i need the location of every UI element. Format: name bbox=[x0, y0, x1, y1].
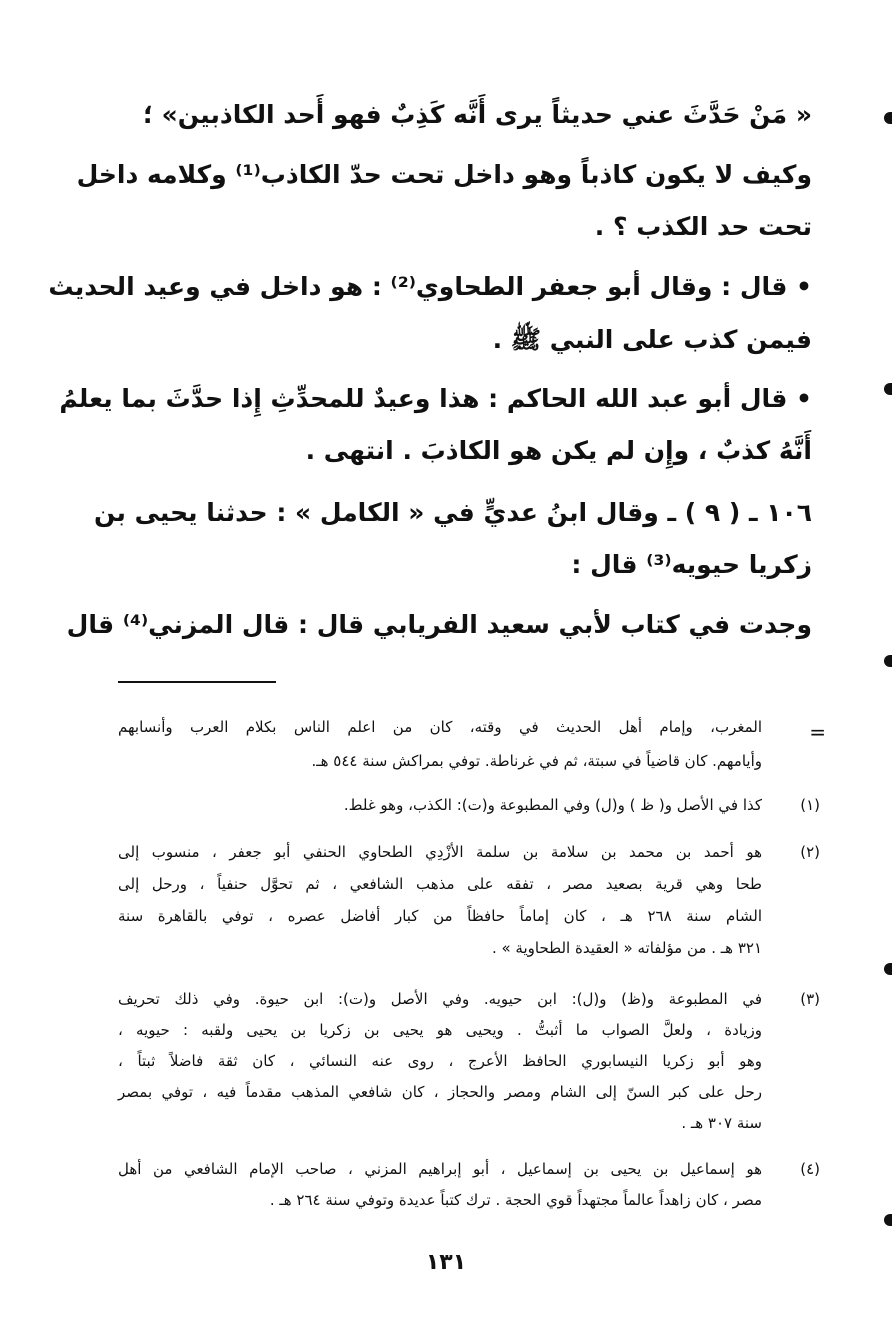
footnote-4-line-1: هو إسماعيل بن يحيى بن إسماعيل ، أبو إبراهيم المزني ، صاحب الإمام الشافعي من أهل bbox=[118, 1160, 762, 1178]
main-text-line-6: • قال أبو عبد الله الحاكم : هذا وعيدٌ للمحدِّثِ إِذا حدَّثَ بما يعلمُ bbox=[59, 384, 812, 413]
main-text-line-3: تحت حد الكذب ؟ . bbox=[594, 212, 812, 241]
page-number: ١٣١ bbox=[425, 1250, 467, 1275]
margin-mark bbox=[884, 963, 892, 975]
footnote-2-line-1: هو أحمد بن محمد بن سلامة بن سلمة الأزْدِي الطحاوي الحنفي أبو جعفر ، منسوب إلى bbox=[118, 843, 762, 861]
footnote-3-line-1: في المطبوعة و(ظ) و(ل): ابن حيويه. وفي الأصل و(ت): ابن حيوة. وفي ذلك تحريف bbox=[118, 990, 762, 1008]
footnote-separator bbox=[118, 681, 276, 683]
margin-mark bbox=[884, 655, 892, 667]
main-text-line-7: أَنَّهُ كذبٌ ، وإِن لم يكن هو الكاذبَ . انتهى . bbox=[305, 436, 812, 465]
main-text-line-5: فيمن كذب على النبي ﷺ . bbox=[492, 325, 812, 354]
footnote-2-line-3: الشام سنة ٢٦٨ هـ ، كان إماماً حافظاً من كبار أفاضل عصره ، توفي بالقاهرة سنة bbox=[118, 907, 762, 925]
footnote-2-line-2: طحا وهي قرية بصعيد مصر ، تفقه على مذهب الشافعي ، ثم تحوَّل حنفياً ، ورحل إلى bbox=[118, 875, 762, 893]
margin-mark bbox=[884, 383, 892, 395]
main-text-line-1: « مَنْ حَدَّثَ عني حديثاً يرى أَنَّه كَذِبٌ فهو أَحد الكاذبين» ؛ bbox=[142, 100, 812, 129]
footnote-3-line-2: وزيادة ، ولعلَّ الصواب ما أثبتُّ . ويحيى هو يحيى بن زكريا بن يحيى ولقبه : حيويه ، bbox=[118, 1021, 762, 1039]
main-text-line-10: وجدت في كتاب لأبي سعيد الفريابي قال : قال المزني⁽⁴⁾ قال bbox=[66, 610, 812, 639]
footnote-2-line-4: ٣٢١ هـ . من مؤلفاته « العقيدة الطحاوية » . bbox=[491, 939, 762, 957]
footnote-number-3: (٣) bbox=[800, 990, 820, 1008]
footnote-number-1: (١) bbox=[800, 796, 820, 814]
footnote-4-line-2: مصر ، كان زاهداً عالماً مجتهداً قوي الحجة . ترك كتباً عديدة وتوفي سنة ٢٦٤ هـ . bbox=[269, 1191, 762, 1209]
footnote-1-line-1: كذا في الأصل و( ظ ) و(ل) وفي المطبوعة و(ت): الكذب، وهو غلط. bbox=[343, 796, 762, 814]
footnote-continuation-line-2: وأيامهم. كان قاضياً في سبتة، ثم في غرناطة. توفي بمراكش سنة ٥٤٤ هـ. bbox=[311, 752, 762, 770]
footnote-number-2: (٢) bbox=[800, 843, 820, 861]
footnote-number-4: (٤) bbox=[800, 1160, 820, 1178]
main-text-line-8: ١٠٦ ـ ( ٩ ) ـ وقال ابنُ عديٍّ في « الكامل » : حدثنا يحيى بن bbox=[94, 498, 812, 527]
main-text-line-4: • قال : وقال أبو جعفر الطحاوي⁽²⁾ : هو داخل في وعيد الحديث bbox=[48, 272, 812, 301]
main-text-line-2: وكيف لا يكون كاذباً وهو داخل تحت حدّ الكاذب⁽¹⁾ وكلامه داخل bbox=[76, 160, 812, 189]
margin-mark bbox=[884, 112, 892, 124]
footnote-3-line-5: سنة ٣٠٧ هـ . bbox=[681, 1114, 762, 1132]
main-text-line-9: زكريا حيويه⁽³⁾ قال : bbox=[571, 550, 812, 579]
footnote-3-line-4: رحل على كبر السنّ إلى الشام ومصر والحجاز ، كان شافعي المذهب مقدماً فيه ، توفي بمصر bbox=[118, 1083, 762, 1101]
continuation-marker: = bbox=[809, 720, 826, 744]
margin-mark bbox=[884, 1214, 892, 1226]
footnote-3-line-3: وهو أبو زكريا النيسابوري الحافظ الأعرج ، روى عنه النسائي ، كان ثقة فاضلاً ثبتاً ، bbox=[118, 1052, 762, 1070]
footnote-continuation-line-1: المغرب، وإمام أهل الحديث في وقته، كان من اعلم الناس بكلام العرب وأنسابهم bbox=[118, 718, 762, 736]
